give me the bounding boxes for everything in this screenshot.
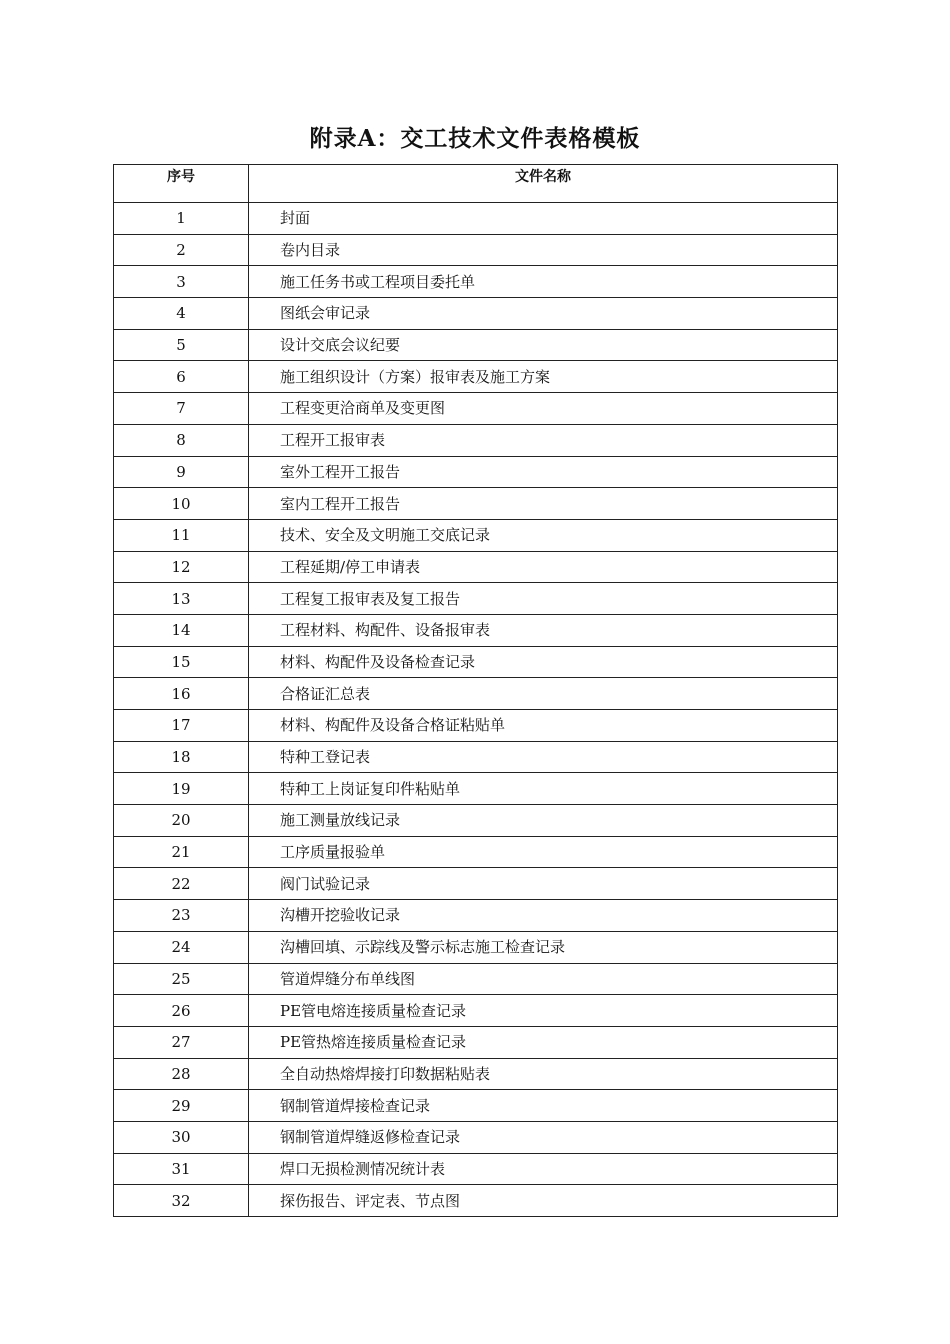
row-serial-number: 4 bbox=[114, 298, 249, 330]
table-row bbox=[114, 678, 838, 710]
row-file-name: 施工任务书或工程项目委托单 bbox=[249, 266, 838, 298]
row-serial-number: 19 bbox=[114, 773, 249, 805]
table-row bbox=[114, 836, 838, 868]
row-serial-number: 9 bbox=[114, 456, 249, 488]
row-file-name: 管道焊缝分布单线图 bbox=[249, 963, 838, 995]
row-file-name: 施工组织设计（方案）报审表及施工方案 bbox=[249, 361, 838, 393]
table-row bbox=[114, 646, 838, 678]
table-row bbox=[114, 1090, 838, 1122]
row-file-name: 特种工上岗证复印件粘贴单 bbox=[249, 773, 838, 805]
row-serial-number: 32 bbox=[114, 1185, 249, 1217]
row-serial-number: 23 bbox=[114, 900, 249, 932]
table-row bbox=[114, 1185, 838, 1217]
row-serial-number: 6 bbox=[114, 361, 249, 393]
row-file-name: 材料、构配件及设备合格证粘贴单 bbox=[249, 710, 838, 742]
table-row bbox=[114, 805, 838, 837]
table-row bbox=[114, 1153, 838, 1185]
table-row bbox=[114, 773, 838, 805]
row-file-name: 工序质量报验单 bbox=[249, 836, 838, 868]
row-file-name: PE管热熔连接质量检查记录 bbox=[249, 1026, 838, 1058]
table-row bbox=[114, 424, 838, 456]
row-serial-number: 15 bbox=[114, 646, 249, 678]
table-row bbox=[114, 203, 838, 235]
table-row bbox=[114, 868, 838, 900]
row-serial-number: 3 bbox=[114, 266, 249, 298]
row-serial-number: 5 bbox=[114, 329, 249, 361]
row-file-name: 全自动热熔焊接打印数据粘贴表 bbox=[249, 1058, 838, 1090]
row-serial-number: 26 bbox=[114, 995, 249, 1027]
table-row bbox=[114, 741, 838, 773]
row-file-name: 焊口无损检测情况统计表 bbox=[249, 1153, 838, 1185]
table-row bbox=[114, 710, 838, 742]
row-file-name: 工程延期/停工申请表 bbox=[249, 551, 838, 583]
row-file-name: 阀门试验记录 bbox=[249, 868, 838, 900]
row-file-name: 探伤报告、评定表、节点图 bbox=[249, 1185, 838, 1217]
table-row bbox=[114, 931, 838, 963]
row-serial-number: 11 bbox=[114, 519, 249, 551]
row-serial-number: 27 bbox=[114, 1026, 249, 1058]
row-file-name: 沟槽回填、示踪线及警示标志施工检查记录 bbox=[249, 931, 838, 963]
row-serial-number: 1 bbox=[114, 203, 249, 235]
table-row bbox=[114, 456, 838, 488]
header-serial-number: 序号 bbox=[114, 165, 249, 203]
row-file-name: 工程复工报审表及复工报告 bbox=[249, 583, 838, 615]
table-row bbox=[114, 995, 838, 1027]
table-row bbox=[114, 963, 838, 995]
row-file-name: 钢制管道焊接检查记录 bbox=[249, 1090, 838, 1122]
table-row bbox=[114, 614, 838, 646]
row-serial-number: 14 bbox=[114, 614, 249, 646]
row-serial-number: 8 bbox=[114, 424, 249, 456]
table-row bbox=[114, 234, 838, 266]
row-file-name: 施工测量放线记录 bbox=[249, 805, 838, 837]
row-serial-number: 24 bbox=[114, 931, 249, 963]
row-serial-number: 22 bbox=[114, 868, 249, 900]
table-row bbox=[114, 393, 838, 425]
row-file-name: 沟槽开挖验收记录 bbox=[249, 900, 838, 932]
row-serial-number: 25 bbox=[114, 963, 249, 995]
row-file-name: 合格证汇总表 bbox=[249, 678, 838, 710]
row-serial-number: 12 bbox=[114, 551, 249, 583]
row-file-name: PE管电熔连接质量检查记录 bbox=[249, 995, 838, 1027]
document-table bbox=[113, 164, 838, 1217]
row-serial-number: 7 bbox=[114, 393, 249, 425]
row-file-name: 封面 bbox=[249, 203, 838, 235]
table-row bbox=[114, 1026, 838, 1058]
row-file-name: 室外工程开工报告 bbox=[249, 456, 838, 488]
row-file-name: 工程变更洽商单及变更图 bbox=[249, 393, 838, 425]
row-serial-number: 16 bbox=[114, 678, 249, 710]
row-serial-number: 18 bbox=[114, 741, 249, 773]
row-file-name: 技术、安全及文明施工交底记录 bbox=[249, 519, 838, 551]
table-row bbox=[114, 266, 838, 298]
row-file-name: 钢制管道焊缝返修检查记录 bbox=[249, 1121, 838, 1153]
row-serial-number: 28 bbox=[114, 1058, 249, 1090]
row-serial-number: 21 bbox=[114, 836, 249, 868]
row-serial-number: 2 bbox=[114, 234, 249, 266]
row-file-name: 设计交底会议纪要 bbox=[249, 329, 838, 361]
table-row bbox=[114, 361, 838, 393]
row-file-name: 图纸会审记录 bbox=[249, 298, 838, 330]
row-file-name: 室内工程开工报告 bbox=[249, 488, 838, 520]
table-row bbox=[114, 551, 838, 583]
row-file-name: 卷内目录 bbox=[249, 234, 838, 266]
page-title: 附录A：交工技术文件表格模板 bbox=[309, 125, 641, 152]
row-serial-number: 30 bbox=[114, 1121, 249, 1153]
table-row bbox=[114, 900, 838, 932]
table-row bbox=[114, 298, 838, 330]
row-serial-number: 10 bbox=[114, 488, 249, 520]
row-serial-number: 29 bbox=[114, 1090, 249, 1122]
row-file-name: 工程开工报审表 bbox=[249, 424, 838, 456]
table-row bbox=[114, 583, 838, 615]
table-row bbox=[114, 488, 838, 520]
row-file-name: 特种工登记表 bbox=[249, 741, 838, 773]
row-file-name: 材料、构配件及设备检查记录 bbox=[249, 646, 838, 678]
row-serial-number: 17 bbox=[114, 710, 249, 742]
header-file-name: 文件名称 bbox=[249, 165, 838, 203]
row-file-name: 工程材料、构配件、设备报审表 bbox=[249, 614, 838, 646]
row-serial-number: 20 bbox=[114, 805, 249, 837]
table-row bbox=[114, 329, 838, 361]
row-serial-number: 13 bbox=[114, 583, 249, 615]
table-body bbox=[114, 203, 838, 1217]
table-row bbox=[114, 1121, 838, 1153]
table-row bbox=[114, 519, 838, 551]
table-header-row bbox=[114, 165, 838, 203]
row-serial-number: 31 bbox=[114, 1153, 249, 1185]
table-row bbox=[114, 1058, 838, 1090]
